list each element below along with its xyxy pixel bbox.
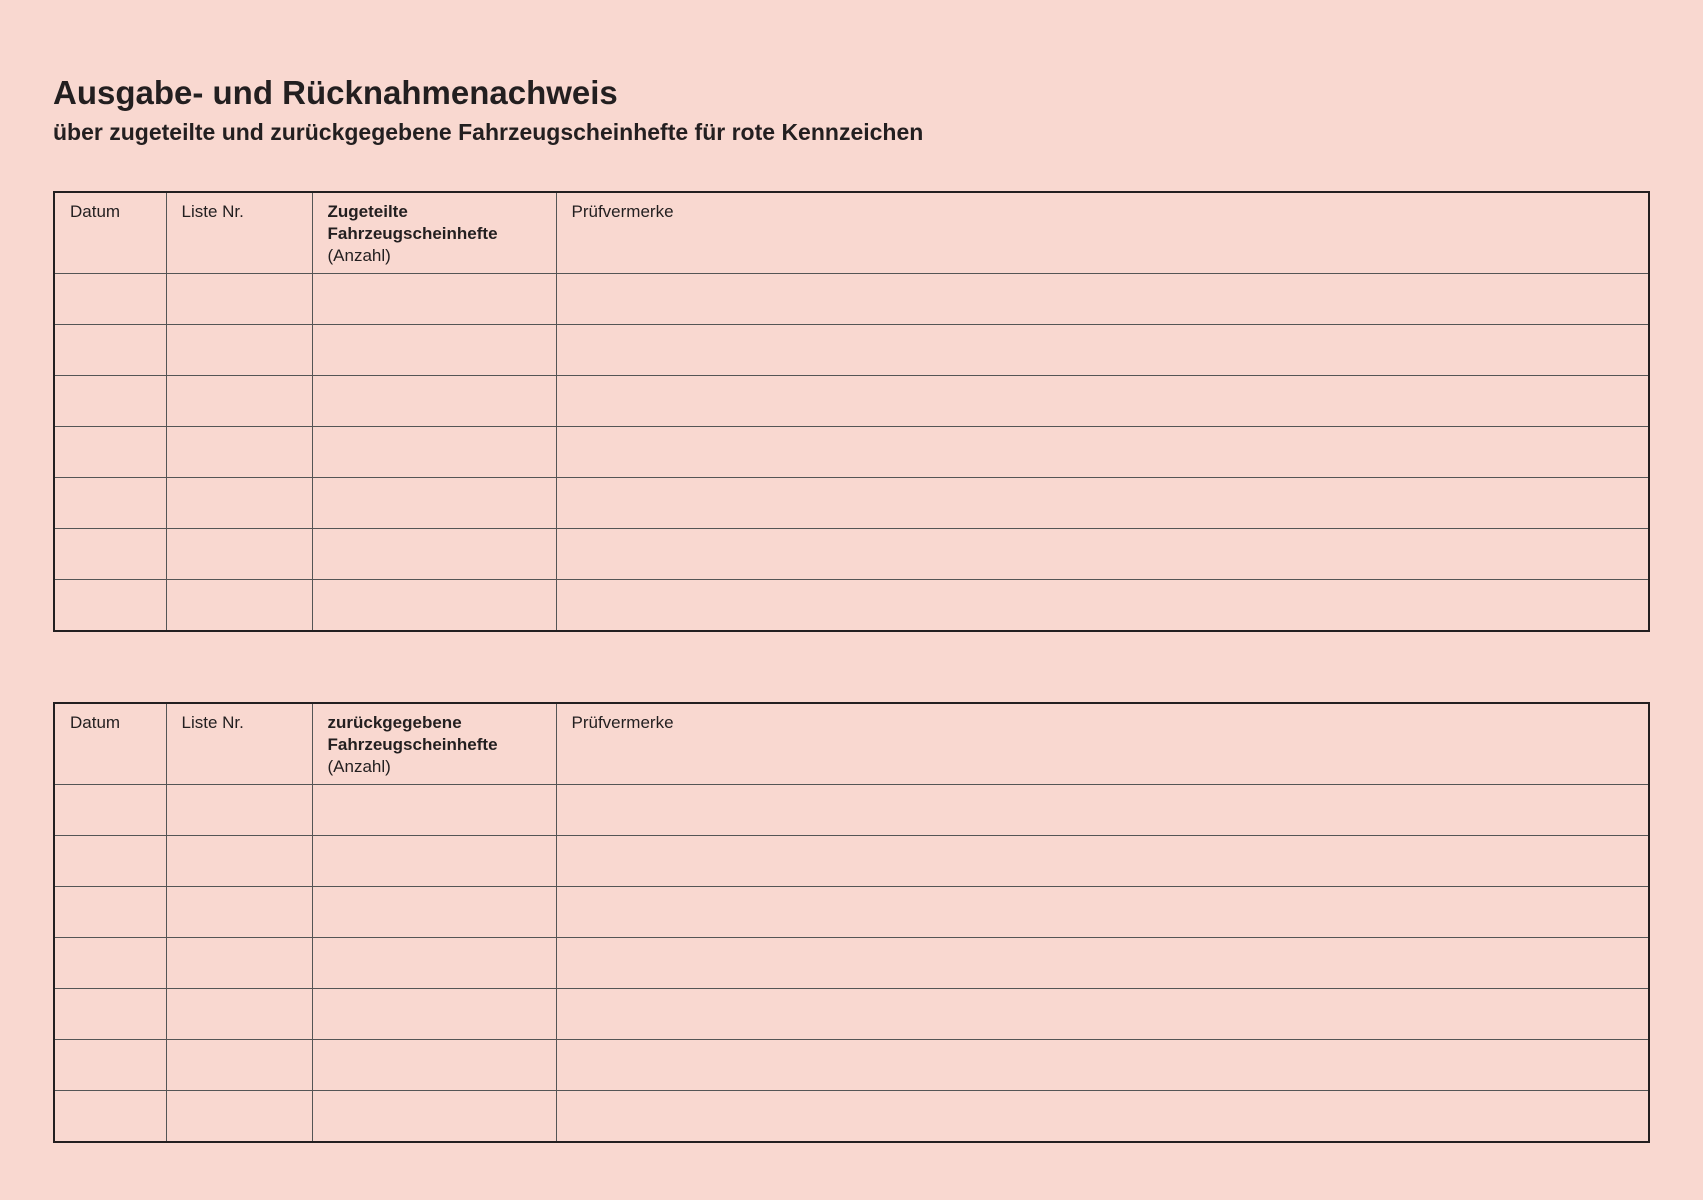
issue-count-cell	[312, 579, 556, 631]
return-table-row	[54, 886, 1649, 937]
issue-header-count-label-2: Fahrzeugscheinhefte	[327, 224, 498, 243]
issue-count-cell	[312, 375, 556, 426]
return-remarks-cell	[556, 1039, 1649, 1090]
return-table-row	[54, 1039, 1649, 1090]
issue-record-table	[53, 191, 1650, 632]
issue-count-cell	[312, 477, 556, 528]
issue-date-cell	[54, 375, 166, 426]
issue-remarks-cell	[556, 477, 1649, 528]
return-date-cell	[54, 835, 166, 886]
issue-count-cell	[312, 528, 556, 579]
return-table-header-row	[54, 703, 1649, 784]
issue-list-no-cell	[166, 324, 312, 375]
issue-date-cell	[54, 528, 166, 579]
issue-count-cell	[312, 324, 556, 375]
issue-header-count-label-1: Zugeteilte	[327, 202, 408, 221]
return-header-list-no: Liste Nr.	[166, 703, 312, 784]
issue-remarks-cell	[556, 324, 1649, 375]
issue-table-row	[54, 528, 1649, 579]
document-title: Ausgabe- und Rücknahmenachweis	[53, 74, 618, 111]
issue-list-no-cell	[166, 273, 312, 324]
issue-header-count	[312, 192, 556, 273]
return-remarks-cell	[556, 835, 1649, 886]
issue-table-header-row	[54, 192, 1649, 273]
return-count-cell	[312, 1090, 556, 1142]
return-date-cell	[54, 1039, 166, 1090]
return-list-no-cell	[166, 886, 312, 937]
return-header-remarks: Prüfvermerke	[556, 703, 1649, 784]
issue-date-cell	[54, 477, 166, 528]
return-date-cell	[54, 1090, 166, 1142]
return-table-row	[54, 988, 1649, 1039]
return-count-cell	[312, 988, 556, 1039]
return-list-no-cell	[166, 1090, 312, 1142]
issue-count-cell	[312, 426, 556, 477]
return-list-no-cell	[166, 1039, 312, 1090]
issue-list-no-cell	[166, 528, 312, 579]
document-subtitle: über zugeteilte und zurückgegebene Fahrzeugscheinhefte für rote Kennzeichen	[53, 119, 924, 145]
issue-header-date: Datum	[54, 192, 166, 273]
issue-list-no-cell	[166, 477, 312, 528]
return-table-row	[54, 937, 1649, 988]
return-table-row	[54, 835, 1649, 886]
issue-remarks-cell	[556, 579, 1649, 631]
issue-table-row	[54, 375, 1649, 426]
return-date-cell	[54, 886, 166, 937]
issue-count-cell	[312, 273, 556, 324]
issue-header-remarks: Prüfvermerke	[556, 192, 1649, 273]
return-list-no-cell	[166, 835, 312, 886]
return-table-row	[54, 784, 1649, 835]
return-header-count-note: (Anzahl)	[327, 757, 391, 776]
return-remarks-cell	[556, 937, 1649, 988]
return-list-no-cell	[166, 937, 312, 988]
issue-table-row	[54, 324, 1649, 375]
issue-date-cell	[54, 324, 166, 375]
return-remarks-cell	[556, 784, 1649, 835]
issue-date-cell	[54, 579, 166, 631]
return-remarks-cell	[556, 886, 1649, 937]
return-date-cell	[54, 988, 166, 1039]
return-table-row	[54, 1090, 1649, 1142]
issue-remarks-cell	[556, 273, 1649, 324]
issue-list-no-cell	[166, 375, 312, 426]
return-count-cell	[312, 835, 556, 886]
return-record-table	[53, 702, 1650, 1143]
issue-list-no-cell	[166, 426, 312, 477]
return-header-count	[312, 703, 556, 784]
return-date-cell	[54, 784, 166, 835]
return-count-cell	[312, 937, 556, 988]
return-remarks-cell	[556, 988, 1649, 1039]
return-remarks-cell	[556, 1090, 1649, 1142]
issue-header-count-note: (Anzahl)	[327, 246, 391, 265]
return-count-cell	[312, 784, 556, 835]
issue-remarks-cell	[556, 528, 1649, 579]
return-list-no-cell	[166, 784, 312, 835]
return-header-count-label-1: zurückgegebene	[327, 713, 462, 732]
return-header-date: Datum	[54, 703, 166, 784]
issue-list-no-cell	[166, 579, 312, 631]
return-header-count-label-2: Fahrzeugscheinhefte	[327, 735, 498, 754]
issue-date-cell	[54, 273, 166, 324]
issue-table-row	[54, 273, 1649, 324]
return-count-cell	[312, 886, 556, 937]
issue-remarks-cell	[556, 375, 1649, 426]
issue-table-row	[54, 426, 1649, 477]
issue-header-list-no: Liste Nr.	[166, 192, 312, 273]
return-count-cell	[312, 1039, 556, 1090]
issue-remarks-cell	[556, 426, 1649, 477]
return-date-cell	[54, 937, 166, 988]
return-list-no-cell	[166, 988, 312, 1039]
issue-table-row	[54, 477, 1649, 528]
issue-date-cell	[54, 426, 166, 477]
issue-table-row	[54, 579, 1649, 631]
